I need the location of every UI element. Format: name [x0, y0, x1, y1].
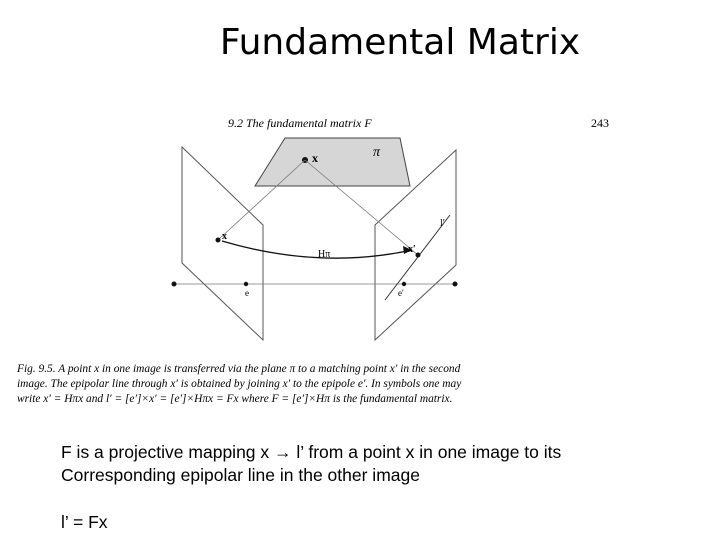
world-point-label: x: [312, 151, 318, 165]
right-image-point-label: x′: [408, 244, 416, 255]
ray-left: [218, 160, 305, 240]
page-title: Fundamental Matrix: [219, 22, 581, 63]
left-image-point: [216, 238, 221, 243]
caption-line: image. The epipolar line through x′ is obtained by joining x′ to the epipole e′. In symbols one may: [17, 378, 462, 390]
description-line-2: Corresponding epipolar line in the other image: [61, 465, 420, 485]
left-epipole: [244, 282, 248, 286]
right-camera-center: [453, 282, 458, 287]
homography-arrow: [222, 241, 412, 258]
right-image-point: [416, 253, 421, 258]
figure-header: 9.2 The fundamental matrix F: [228, 116, 372, 130]
left-image-plane: [182, 147, 263, 340]
left-camera-center: [172, 282, 177, 287]
homography-label: Hπ: [318, 249, 331, 260]
figure-page-number: 243: [591, 116, 609, 130]
caption-line: Fig. 9.5. A point x in one image is transferred via the plane π to a matching point x′ in the second: [17, 363, 461, 375]
plane-label: π: [373, 145, 381, 160]
left-epipole-label: e: [245, 288, 249, 298]
caption-line: write x′ = Hπx and l′ = [e′]×x′ = [e′]×Hπx = Fx where F = [e′]×Hπ is the fundamental matrix.: [17, 393, 453, 405]
right-epipole: [402, 282, 406, 286]
right-epipole-label: e′: [398, 288, 404, 298]
description-line-1: F is a projective mapping x → l’ from a point x in one image to its: [61, 442, 562, 462]
left-image-point-label: x: [222, 231, 227, 242]
description-text: [61, 441, 701, 487]
fundamental-equation: l’ = Fx: [61, 512, 108, 532]
world-plane: [255, 138, 410, 186]
epipolar-line-label: l′: [440, 218, 445, 229]
